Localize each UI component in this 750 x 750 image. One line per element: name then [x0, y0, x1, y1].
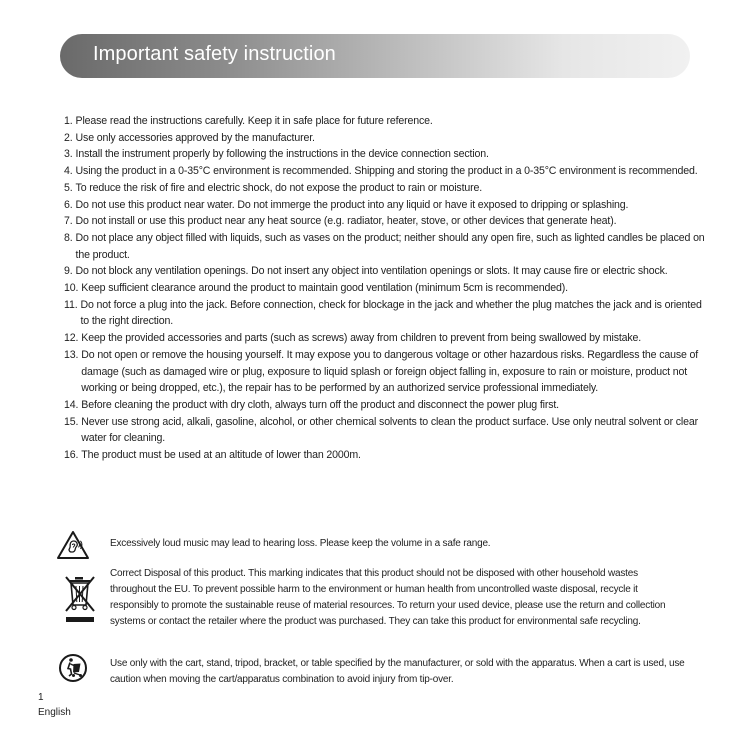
instruction-number: 4.	[64, 165, 73, 178]
instruction-item	[64, 213, 709, 230]
instruction-item	[64, 180, 709, 197]
instruction-text: Never use strong acid, alkali, gasoline, alcohol, or other chemical solvents to clean the product surface. Use only neutral solvent or clear water for cleaning.	[81, 415, 699, 445]
instruction-number: 1.	[64, 115, 73, 127]
instruction-number: 14.	[64, 398, 79, 411]
instruction-number: 10.	[64, 282, 79, 295]
instruction-text: The product must be used at an altitude of lower than 2000m.	[81, 449, 361, 462]
instruction-text: Before cleaning the product with dry cloth, always turn off the product and disconnect the power plug first.	[81, 398, 559, 411]
instruction-item	[64, 197, 709, 214]
instruction-number: 15.	[64, 415, 79, 428]
instruction-text: Do not install or use this product near any heat source (e.g. radiator, heater, stove, or other devices that generate heat).	[75, 215, 617, 228]
instruction-text: Please read the instructions carefully. Keep it in safe place for future reference.	[75, 115, 433, 127]
page-number: 1	[38, 692, 44, 703]
page-title: Important safety instruction	[93, 43, 336, 65]
weee-disposal-text: Correct Disposal of this product. This marking indicates that this product should not be disposed with other household wastes throughout the EU. To prevent possible harm to the environment or human health from uncontrolled waste disposal, recycle it responsibly to promote the sustainable reuse of material resources. To return your used device, please use the return and collection systems or contact the retailer where the product was purchased. They can take this product for environmental safe recycling.	[110, 568, 666, 627]
weee-crossed-bin-icon	[63, 574, 97, 624]
instruction-number: 11.	[64, 298, 78, 311]
instruction-item	[64, 146, 709, 163]
instruction-number: 12.	[64, 332, 79, 345]
instruction-number: 8.	[64, 231, 73, 244]
instruction-text: To reduce the risk of fire and electric shock, do not expose the product to rain or moisture.	[75, 181, 483, 194]
instruction-text: Use only accessories approved by the manufacturer.	[75, 131, 315, 144]
instruction-item	[64, 130, 709, 147]
instruction-number: 16.	[64, 449, 79, 462]
instruction-item	[64, 263, 709, 280]
instruction-item	[64, 113, 709, 130]
instruction-text: Install the instrument properly by following the instructions in the device connection section.	[75, 148, 489, 161]
cart-warning-text: Use only with the cart, stand, tripod, bracket, or table specified by the manufacturer, or sold with the apparatus. When a cart is used, use caution when moving the cart/apparatus combination to avoid injury from tip-over.	[110, 658, 685, 685]
instruction-item	[64, 163, 709, 180]
header-banner	[60, 34, 690, 78]
instruction-number: 2.	[64, 131, 73, 144]
instruction-text: Do not open or remove the housing yourself. It may expose you to dangerous voltage or other hazardous risks. Regardless the cause of damage (such as damaged wire or plug, exposure to liquid splash or foreign object falling in, exposure to rain or moisture, product not working or being dropped, etc.), the repair has to be performed by an authorized service professional immediately.	[81, 348, 699, 395]
instruction-text: Using the product in a 0-35°C environment is recommended. Shipping and storing the product in a 0-35°C environment is recommended.	[75, 165, 698, 178]
instruction-text: Do not force a plug into the jack. Before connection, check for blockage in the jack and whether the plug matches the jack and is oriented to the right direction.	[80, 298, 702, 328]
instruction-item	[64, 330, 709, 347]
hearing-warning-text: Excessively loud music may lead to hearing loss. Please keep the volume in a safe range.	[110, 538, 491, 549]
instruction-number: 13.	[64, 348, 79, 361]
instruction-number: 3.	[64, 148, 73, 161]
instruction-number: 9.	[64, 265, 73, 278]
hearing-warning-icon	[56, 530, 90, 560]
instruction-text: Keep sufficient clearance around the product to maintain good ventilation (minimum 5cm is recommended).	[81, 282, 568, 295]
instruction-number: 5.	[64, 181, 73, 194]
instruction-item	[64, 447, 709, 464]
cart-tip-over-warning-icon	[58, 653, 88, 683]
instruction-text: Do not use this product near water. Do not immerge the product into any liquid or have it exposed to dripping or splashing.	[75, 198, 629, 211]
safety-instruction-list	[64, 113, 709, 464]
instruction-item	[64, 414, 709, 447]
instruction-number: 6.	[64, 198, 73, 211]
instruction-number: 7.	[64, 215, 73, 228]
instruction-item	[64, 280, 709, 297]
instruction-item	[64, 297, 709, 330]
instruction-item	[64, 230, 709, 263]
language-label: English	[38, 707, 71, 718]
instruction-text: Do not place any object filled with liquids, such as vases on the product; neither should any open fire, such as lighted candles be placed on the product.	[75, 231, 705, 261]
instruction-text: Do not block any ventilation openings. Do not insert any object into ventilation openings or slots. It may cause fire or electric shock.	[75, 265, 668, 278]
instruction-item	[64, 347, 709, 397]
instruction-item	[64, 397, 709, 414]
instruction-text: Keep the provided accessories and parts (such as screws) away from children to prevent from being swallowed by mistake.	[81, 332, 642, 345]
